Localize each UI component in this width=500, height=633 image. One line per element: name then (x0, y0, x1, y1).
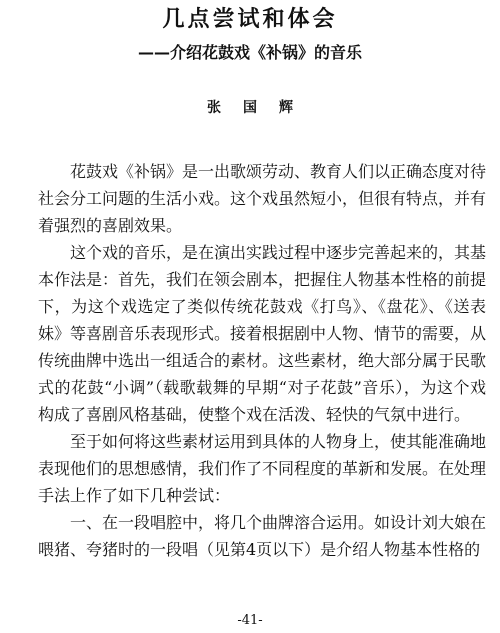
author-name: 张国辉 (207, 100, 315, 116)
paragraph-4: 一、在一段唱腔中，将几个曲牌溶合运用。如设计刘大娘在喂猪、夸猪时的一段唱（见第4页以下）是介绍人物基本性格的 (38, 513, 487, 559)
article-title: 几点尝试和体会 (162, 7, 338, 32)
paragraph-1: 花鼓戏《补锅》是一出歌颂劳动、教育人们以正确态度对待社会分工问题的生活小戏。这个戏虽然短小，但很有特点，并有着强烈的喜剧效果。 (38, 162, 487, 235)
article-body (38, 158, 486, 563)
paragraph-3: 至于如何将这些素材运用到具体的人物身上，使其能准确地表现他们的思想感情，我们作了不同程度的革新和发展。在处理手法上作了如下几种尝试： (38, 432, 487, 505)
article-subtitle: ——介绍花鼓戏《补锅》的音乐 (137, 43, 362, 62)
paragraph-2: 这个戏的音乐，是在演出实践过程中逐步完善起来的，其基本作法是：首先，我们在领会剧本，把握住人物基本性格的前提下，为这个戏选定了类似传统花鼓戏《打鸟》、《盘花》、《送表妹》等喜剧音乐表现形式。接着根据剧中人物、情节的需要，从传统曲牌中选出一组适合的素材。这些素材，绝大部分属于民歌式的花鼓“小调”（载歌载舞的早期“对子花鼓”音乐），为这个戏构成了喜剧风格基础，使整个戏在活泼、轻快的气氛中进行。 (38, 243, 487, 424)
page-number: -41- (237, 613, 263, 628)
